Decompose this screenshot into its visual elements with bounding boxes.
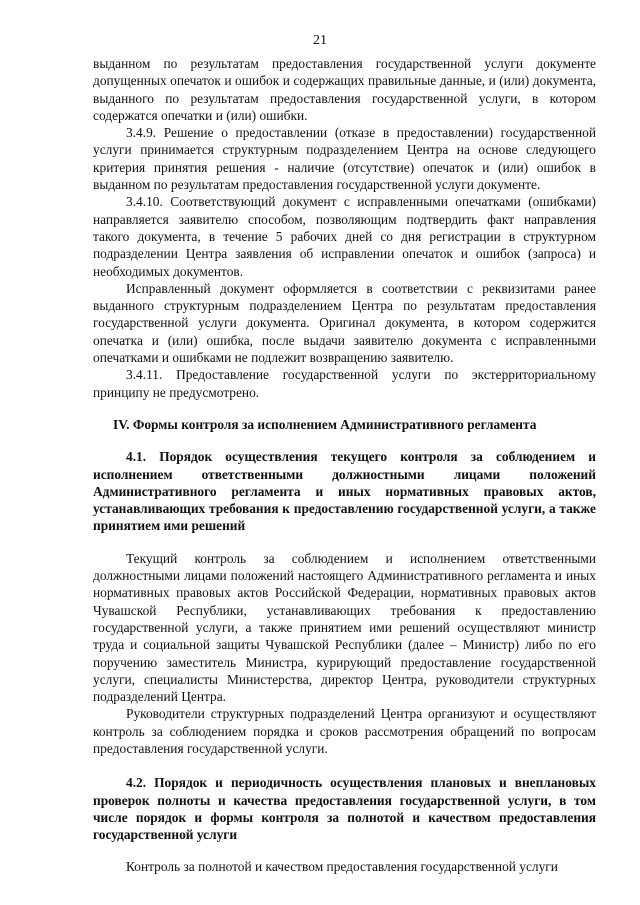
- paragraph-3-4-11: 3.4.11. Предоставление государственной услуги по экстерриториальному принципу не предусмотрено.: [93, 367, 596, 400]
- paragraph-current-control: Текущий контроль за соблюдением и исполнением ответственными должностными лицами положений настоящего Административного регламента и иных нормативных правовых актов Российской Федерации, нормативных правовых актов Чувашской Республики, устанавливающих требования к предоставлению государственной услуги, а также принятием ими решений осуществляют министр труда и социальной защиты Чувашской Республики (далее – Министр) либо по его поручению заместитель Министра, курирующий предоставление государственной услуги, специалисты Министерства, директор Центра, руководители структурных подразделений Центра.: [93, 550, 596, 705]
- document-body: [93, 55, 596, 876]
- paragraph-continuation: выданном по результатам предоставления государственной услуги документе допущенных опечаток и ошибок и содержащих правильные данные, и (или) документа, выданного по результатам предоставления государственной услуги, в котором содержатся опечатки и (или) ошибки.: [93, 56, 596, 123]
- page-number: 21: [313, 33, 327, 48]
- paragraph-corrected-document: Исправленный документ оформляется в соответствии с реквизитами ранее выданного структурным подразделением Центра по результатам предоставления государственной услуги документа. Оригинал документа, в котором содержится опечатка и (или) ошибка, после выдачи заявителю документа с исправленными опечатками и ошибками не подлежит возвращению заявителю.: [93, 280, 596, 366]
- paragraph-quality-control: Контроль за полнотой и качеством предоставления государственной услуги: [126, 859, 558, 875]
- section-4-heading: IV. Формы контроля за исполнением Административного регламента: [113, 416, 537, 432]
- subsection-4-1-heading: 4.1. Порядок осуществления текущего контроля за соблюдением и исполнением ответственными должностными лицами положений Административного регламента и иных нормативных правовых актов, устанавливающих требования к предоставлению государственной услуги, а также принятием ими решений: [93, 449, 596, 534]
- paragraph-3-4-9: 3.4.9. Решение о предоставлении (отказе в предоставлении) государственной услуги принимается структурным подразделением Центра на основе следующего критерия принятия решения - наличие (отсутствие) опечаток и (или) ошибок в выданном по результатам предоставления государственной услуги документе.: [93, 125, 596, 193]
- subsection-4-2-heading: 4.2. Порядок и периодичность осуществления плановых и внеплановых проверок полноты и качества предоставления государственной услуги, в том числе порядок и формы контроля за полнотой и качеством предоставления государственной услуги: [93, 775, 596, 843]
- paragraph-heads-of-units: Руководители структурных подразделений Центра организуют и осуществляют контроль за соблюдением порядка и сроков рассмотрения обращений по вопросам предоставления государственной услуги.: [93, 706, 596, 756]
- paragraph-3-4-10: 3.4.10. Соответствующий документ с исправленными опечатками (ошибками) направляется заявителю способом, позволяющим подтвердить факт направления такого документа, в течение 5 рабочих дней со дня регистрации в структурном подразделении Центра заявления об исправлении опечаток и ошибок (запроса) и необходимых документов.: [93, 194, 596, 279]
